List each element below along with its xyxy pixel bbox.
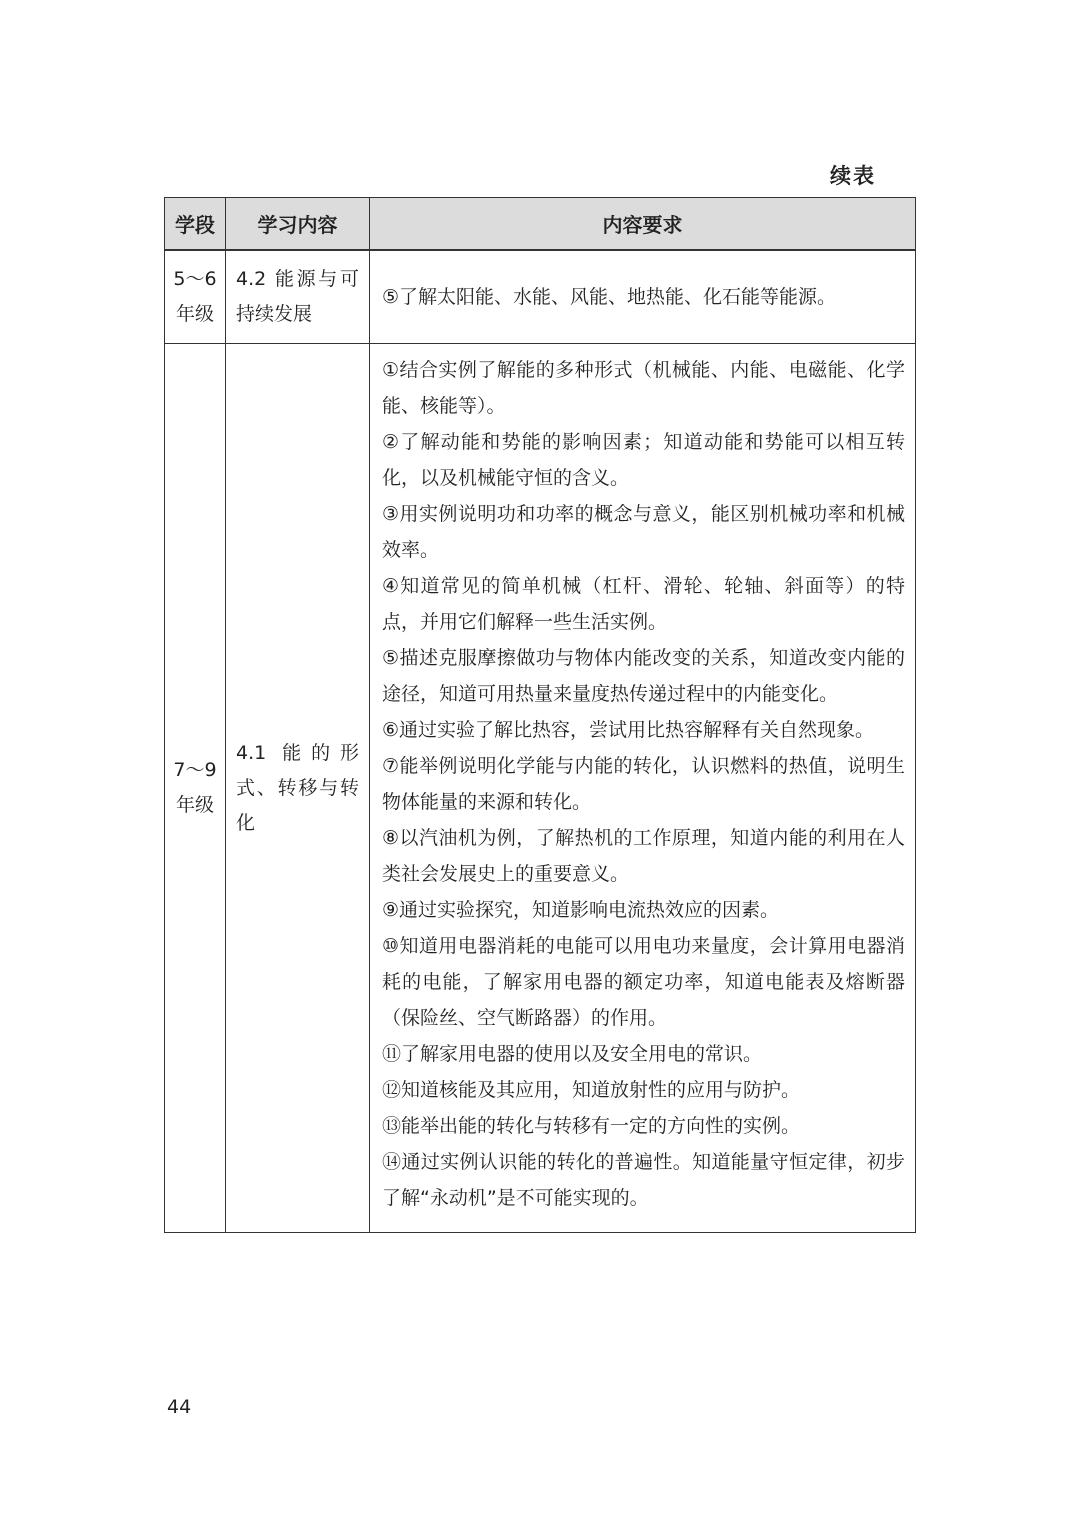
stage-cell bbox=[165, 250, 226, 344]
requirement-item: ⑧以汽油机为例，了解热机的工作原理，知道内能的利用在人类社会发展史上的重要意义。 bbox=[382, 827, 905, 885]
stage-grade-label: 年级 bbox=[175, 794, 214, 816]
requirement-item: ⑩知道用电器消耗的电能可以用电功来量度，会计算用电器消耗的电能，了解家用电器的额定功率，知道电能表及熔断器（保险丝、空气断路器）的作用。 bbox=[382, 935, 905, 1029]
topic-cell: 4.2 能源与可持续发展 bbox=[226, 250, 370, 344]
header-stage: 学段 bbox=[165, 198, 226, 251]
requirement-item: ⑦能举例说明化学能与内能的转化，认识燃料的热值，说明生物体能量的来源和转化。 bbox=[382, 755, 905, 813]
table-header-row bbox=[165, 198, 916, 251]
requirements-cell bbox=[370, 344, 916, 1233]
requirement-item: ⑭通过实例认识能的转化的普遍性。知道能量守恒定律，初步了解“永动机”是不可能实现的。 bbox=[382, 1151, 905, 1209]
requirement-item: ③用实例说明功和功率的概念与意义，能区别机械功率和机械效率。 bbox=[382, 503, 905, 561]
requirement-item: ⑤描述克服摩擦做功与物体内能改变的关系，知道改变内能的途径，知道可用热量来量度热传递过程中的内能变化。 bbox=[382, 647, 905, 705]
requirement-item: ④知道常见的简单机械（杠杆、滑轮、轮轴、斜面等）的特点，并用它们解释一些生活实例。 bbox=[382, 575, 905, 633]
stage-grade-range: 5～6 bbox=[173, 268, 217, 290]
table-row bbox=[165, 344, 916, 1233]
stage-grade-range: 7～9 bbox=[173, 759, 217, 781]
stage-cell bbox=[165, 344, 226, 1233]
curriculum-table bbox=[164, 197, 916, 1233]
requirement-item: ⑬能举出能的转化与转移有一定的方向性的实例。 bbox=[382, 1115, 801, 1137]
page-number: 44 bbox=[167, 1396, 192, 1418]
requirement-item: ②了解动能和势能的影响因素；知道动能和势能可以相互转化，以及机械能守恒的含义。 bbox=[382, 431, 905, 489]
requirement-item: ⑨通过实验探究，知道影响电流热效应的因素。 bbox=[382, 899, 780, 921]
continued-table-label: 续表 bbox=[830, 164, 876, 188]
requirement-item: ⑥通过实验了解比热容，尝试用比热容解释有关自然现象。 bbox=[382, 719, 875, 741]
requirement-item: ⑤了解太阳能、水能、风能、地热能、化石能等能源。 bbox=[382, 286, 837, 308]
table-row bbox=[165, 250, 916, 344]
requirement-item: ①结合实例了解能的多种形式（机械能、内能、电磁能、化学能、核能等）。 bbox=[382, 359, 905, 417]
header-learning-content: 学习内容 bbox=[226, 198, 370, 251]
stage-grade-label: 年级 bbox=[175, 303, 214, 325]
requirements-cell bbox=[370, 250, 916, 344]
requirement-item: ⑫知道核能及其应用，知道放射性的应用与防护。 bbox=[382, 1079, 801, 1101]
header-content-requirements: 内容要求 bbox=[370, 198, 916, 251]
curriculum-table-grid bbox=[164, 197, 916, 1233]
requirement-item: ⑪了解家用电器的使用以及安全用电的常识。 bbox=[382, 1043, 763, 1065]
topic-cell: 4.1 能的形式、转移与转化 bbox=[226, 344, 370, 1233]
